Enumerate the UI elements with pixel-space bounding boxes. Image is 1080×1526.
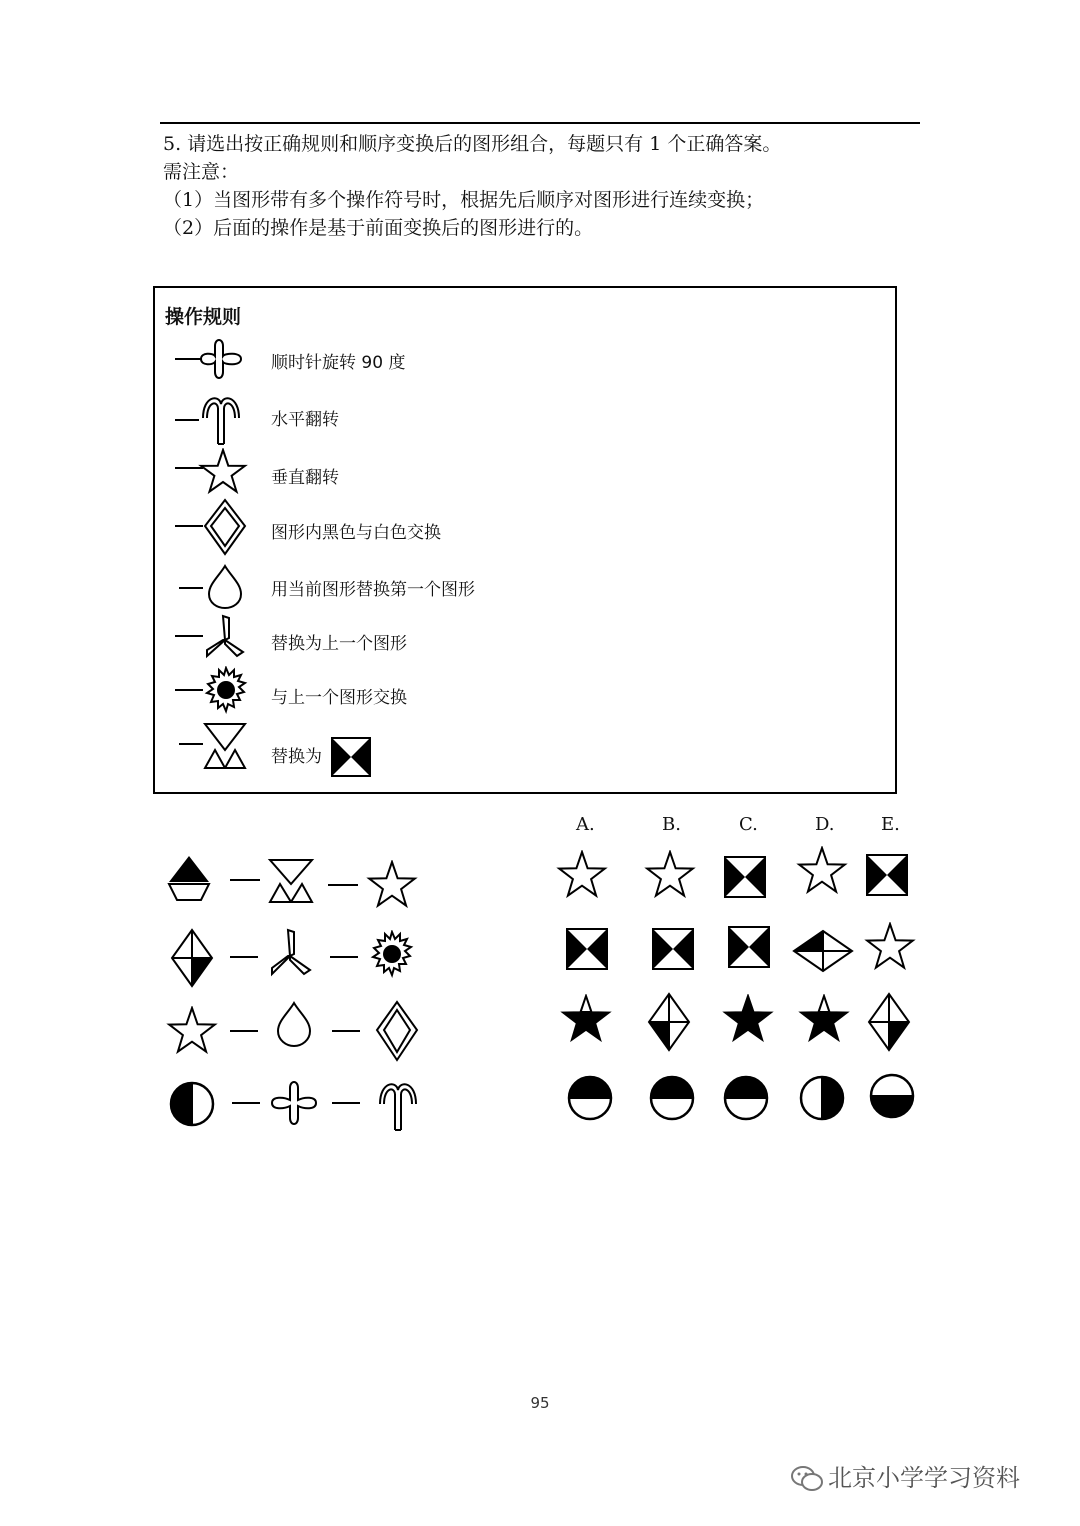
q2-dash-1 [230, 956, 258, 958]
q4-dash-2 [332, 1102, 360, 1104]
sun-icon [173, 666, 249, 716]
rule-text-hflip: 水平翻转 [271, 410, 339, 430]
q3-drop-icon [272, 1000, 316, 1050]
rule-text-replace-first: 用当前图形替换第一个图形 [271, 580, 475, 600]
opt-e-row2-star[interactable] [864, 922, 916, 972]
option-label-a: A. [576, 814, 595, 835]
pinwheel-icon [173, 612, 249, 662]
header-rule [160, 122, 920, 124]
opt-d-row4-circle[interactable] [798, 1074, 846, 1122]
opt-e-row3-diamond[interactable] [866, 992, 912, 1054]
q3-star-icon [166, 1006, 218, 1056]
rule-text-invert: 图形内黑色与白色交换 [271, 523, 441, 543]
q2-sun-icon [368, 930, 416, 978]
q1-dash-2 [328, 884, 358, 886]
question-line-2: 需注意： [163, 161, 240, 183]
opt-e-row1-square[interactable] [866, 854, 908, 896]
rule-text-vflip: 垂直翻转 [271, 468, 339, 488]
option-label-c: C. [739, 814, 758, 835]
question-line-4: （2）后面的操作是基于前面变换后的图形进行的。 [163, 217, 594, 239]
rules-title: 操作规则 [165, 306, 242, 328]
cross-icon [173, 334, 249, 384]
drop-icon [173, 562, 249, 612]
hourglass-square-icon [331, 737, 371, 777]
q3-diamond-icon [374, 1000, 420, 1062]
question-line-3: （1）当图形带有多个操作符号时，根据先后顺序对图形进行连续变换； [163, 189, 765, 211]
q4-dash-1 [232, 1102, 260, 1104]
question-line-1: 5. 请选出按正确规则和顺序变换后的图形组合，每题只有 1 个正确答案。 [163, 133, 782, 155]
opt-d-row2-diamond[interactable] [792, 928, 854, 974]
opt-b-row4-circle[interactable] [648, 1074, 696, 1122]
arch-icon [173, 390, 249, 446]
rule-text-replace-with [271, 737, 371, 777]
diamond-icon [173, 498, 249, 558]
opt-c-row3-star-filled[interactable] [722, 994, 774, 1044]
q2-dash-2 [330, 956, 358, 958]
opt-c-row1-square[interactable] [724, 856, 766, 898]
page-number: 95 [530, 1394, 550, 1412]
triangles-icon [173, 720, 249, 772]
rule-text-replace-label: 替换为 [271, 747, 322, 767]
q1-triangles-icon [266, 856, 316, 906]
star-icon [173, 448, 249, 498]
option-label-e: E. [881, 814, 900, 835]
opt-d-row3-star-filled[interactable] [798, 994, 850, 1044]
q3-dash-1 [230, 1030, 258, 1032]
watermark-text: 北京小学学习资料 [828, 1464, 1020, 1492]
rule-text-prev: 替换为上一个图形 [271, 634, 407, 654]
q4-arch-icon [376, 1076, 420, 1134]
opt-c-row4-circle[interactable] [722, 1074, 770, 1122]
option-label-d: D. [815, 814, 835, 835]
opt-c-row2-square[interactable] [728, 926, 770, 968]
rules-box [153, 286, 897, 794]
q1-star-icon [366, 860, 418, 910]
rule-text-rotate: 顺时针旋转 90 度 [271, 353, 406, 373]
wechat-icon [790, 1464, 824, 1494]
q3-dash-2 [332, 1030, 360, 1032]
opt-b-row1-star[interactable] [644, 850, 696, 900]
opt-a-row3-star-filled[interactable] [560, 994, 612, 1044]
opt-b-row3-diamond[interactable] [646, 992, 692, 1054]
q2-pinwheel-icon [268, 926, 316, 978]
watermark [790, 1458, 1020, 1494]
opt-a-row4-circle[interactable] [566, 1074, 614, 1122]
option-label-b: B. [662, 814, 681, 835]
opt-a-row1-star[interactable] [556, 850, 608, 900]
q2-shape-diamond [168, 928, 216, 988]
q4-half-circle [168, 1080, 216, 1128]
q4-cross-icon [268, 1078, 320, 1128]
opt-b-row2-square[interactable] [652, 928, 694, 970]
opt-a-row2-square[interactable] [566, 928, 608, 970]
rule-text-swap: 与上一个图形交换 [271, 688, 407, 708]
opt-e-row4-circle[interactable] [868, 1072, 916, 1120]
q1-dash-1 [230, 879, 260, 881]
q1-shape-triangles [165, 852, 213, 906]
opt-d-row1-star[interactable] [796, 846, 848, 896]
